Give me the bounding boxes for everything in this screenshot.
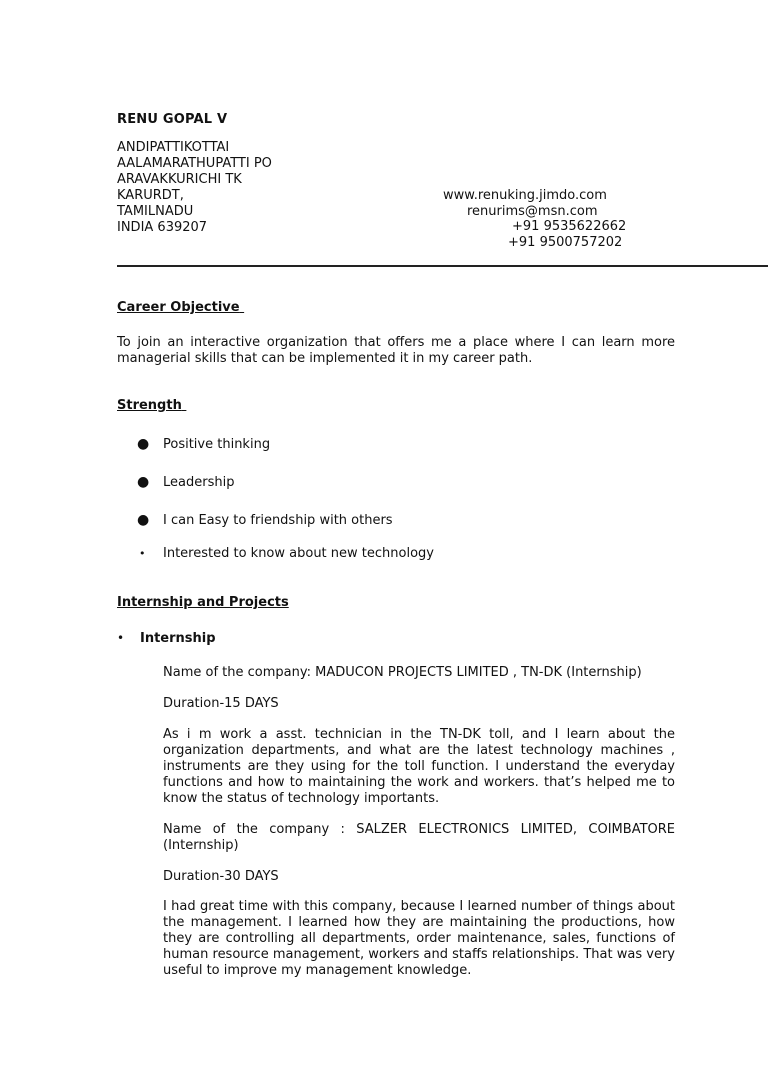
strength-heading: Strength [117, 398, 182, 413]
company-2-description: I had great time with this company, because I learned number of things about the management. I learned how they are maintaining the productions, how they are controlling all departments, order maintenance, sales, functions of human resource management, workers and staffs relationships. That was very useful to improve my management knowledge. [163, 899, 675, 978]
address-line: KARURDT, [117, 188, 184, 203]
company-2-duration: Duration-30 DAYS [163, 869, 279, 884]
company-1-name: Name of the company: MADUCON PROJECTS LIMITED , TN-DK (Internship) [163, 665, 642, 680]
header-divider [117, 265, 768, 267]
address-line: ANDIPATTIKOTTAI [117, 140, 230, 155]
resume-name: RENU GOPAL V [117, 112, 228, 127]
phone-secondary: +91 9500757202 [508, 235, 623, 250]
address-line: ARAVAKKURICHI TK [117, 172, 242, 187]
bullet-icon: • [117, 631, 125, 645]
website-link[interactable]: www.renuking.jimdo.com [443, 188, 607, 203]
company-1-description: As i m work a asst. technician in the TN-DK toll, and I learn about the organization departments, and what are the latest technology machines , instruments are they using for the toll function. I understand the everyday functions and how to maintaining the work and workers. that’s helped me to know the status of technology importants. [163, 727, 675, 806]
strength-item: Leadership [163, 475, 235, 490]
company-1-duration: Duration-15 DAYS [163, 696, 279, 711]
bullet-icon: ● [137, 436, 150, 452]
bullet-icon: ● [137, 512, 150, 528]
strength-item: I can Easy to friendship with others [163, 513, 393, 528]
career-objective-heading: Career Objective [117, 300, 240, 315]
strength-item: Positive thinking [163, 437, 271, 452]
bullet-icon: ● [137, 474, 150, 490]
address-line: TAMILNADU [117, 204, 194, 219]
email-link[interactable]: renurims@msn.com [467, 204, 598, 219]
address-line: AALAMARATHUPATTI PO [117, 156, 272, 171]
strength-item: Interested to know about new technology [163, 546, 434, 561]
career-objective-text: To join an interactive organization that offers me a place where I can learn more managerial skills that can be implemented it in my career path. [117, 335, 675, 366]
company-2-name: Name of the company : SALZER ELECTRONICS LIMITED, COIMBATORE (Internship) [163, 822, 675, 853]
phone-primary: +91 9535622662 [512, 219, 627, 234]
address-line: INDIA 639207 [117, 220, 208, 235]
bullet-icon: • [139, 547, 146, 560]
internship-projects-heading: Internship and Projects [117, 595, 289, 610]
internship-subheading: Internship [140, 631, 216, 646]
